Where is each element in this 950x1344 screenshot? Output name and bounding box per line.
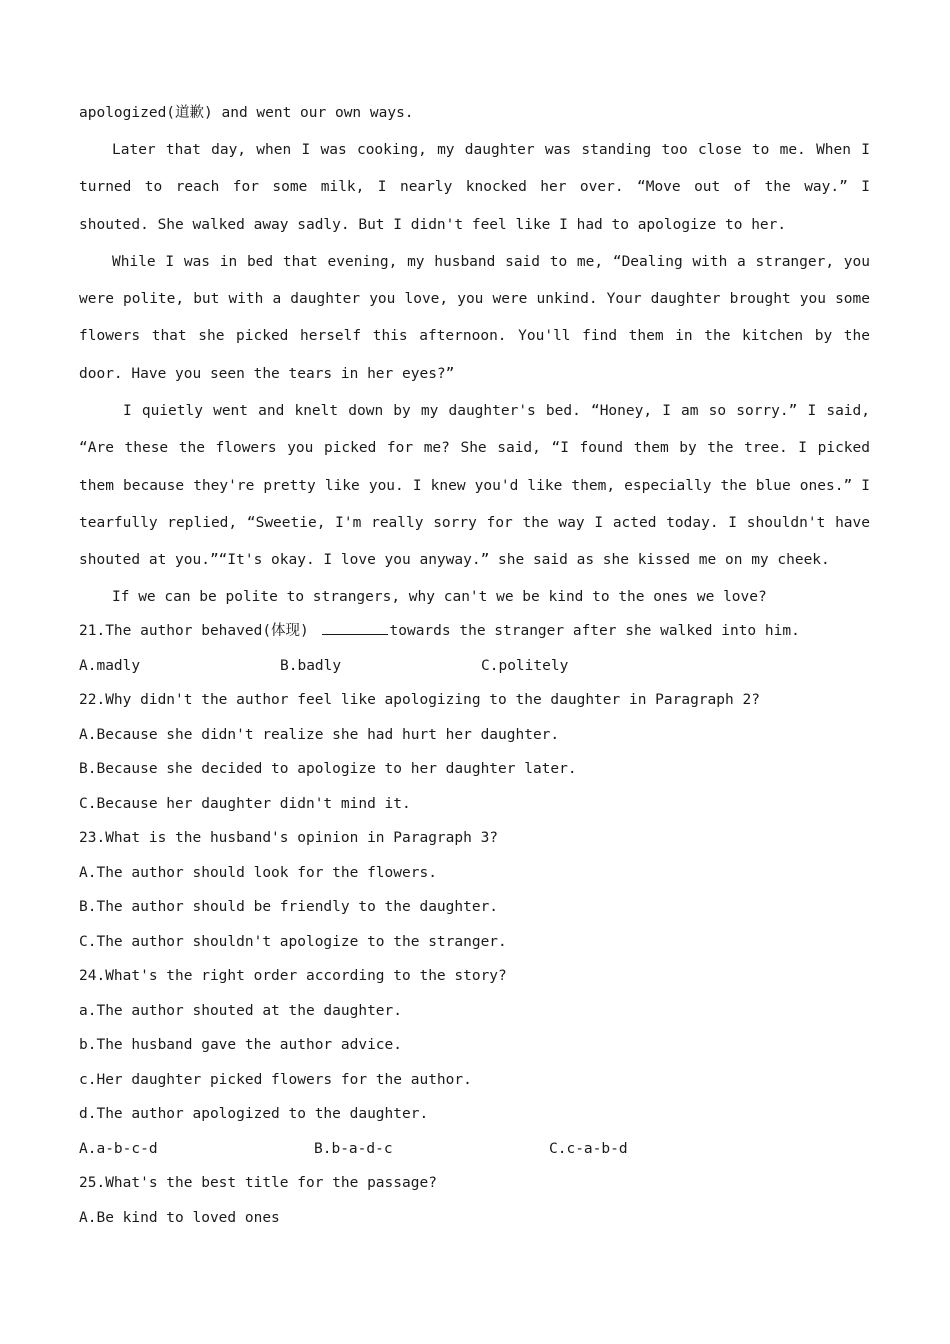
question-24-option-a: A.a-b-c-d xyxy=(79,1140,158,1157)
reading-content xyxy=(79,98,870,1235)
question-23-stem: 23.What is the husband's opinion in Paragraph 3? xyxy=(79,830,499,847)
question-21-option-b: B.badly xyxy=(280,657,342,674)
question-24-event-a: a.The author shouted at the daughter. xyxy=(79,1002,403,1019)
passage-paragraph-0: apologized(道歉) and went our own ways. xyxy=(79,105,414,121)
question-24-event-d: d.The author apologized to the daughter. xyxy=(79,1106,429,1123)
question-21-option-a: A.madly xyxy=(79,657,141,674)
question-22-option-c: C.Because her daughter didn't mind it. xyxy=(79,795,411,812)
question-24-event-b: b.The husband gave the author advice. xyxy=(79,1037,403,1054)
question-23-option-a: A.The author should look for the flowers. xyxy=(79,864,437,881)
question-24-option-c: C.c-a-b-d xyxy=(549,1140,628,1157)
passage-paragraph-1: Later that day, when I was cooking, my daughter was standing too close to me. When I turned to reach for some milk, I nearly knocked her over. “Move out of the way.” I shouted. She walked away sadly. But I didn't feel like I had to apologize to her. xyxy=(79,142,870,233)
question-25-stem: 25.What's the best title for the passage? xyxy=(79,1175,437,1192)
passage-paragraph-3: I quietly went and knelt down by my daughter's bed. “Honey, I am so sorry.” I said, “Are these the flowers you picked for me? She said, “I found them by the tree. I picked them because they're pretty like you. I knew you'd like them, especially the blue ones.” I tearfully replied, “Sweetie, I'm really sorry for the way I acted today. I shouldn't have shouted at you.”“It's okay. I love you anyway.” she said as she kissed me on my cheek. xyxy=(79,403,870,569)
question-21-stem xyxy=(79,614,870,649)
question-24-event-c: c.Her daughter picked flowers for the author. xyxy=(79,1071,472,1088)
question-23-option-c: C.The author shouldn't apologize to the stranger. xyxy=(79,933,507,950)
question-21-stem-before: 21.The author behaved(体现) xyxy=(79,623,318,640)
question-22-option-a: A.Because she didn't realize she had hurt her daughter. xyxy=(79,726,560,743)
question-21-option-c: C.politely xyxy=(481,657,569,674)
question-25-option-a: A.Be kind to loved ones xyxy=(79,1209,280,1226)
answer-blank xyxy=(322,622,388,635)
question-23-option-b: B.The author should be friendly to the daughter. xyxy=(79,899,499,916)
question-21-stem-after: towards the stranger after she walked into him. xyxy=(389,623,800,640)
question-24-stem: 24.What's the right order according to the story? xyxy=(79,968,507,985)
question-24-options xyxy=(79,1132,870,1167)
passage-paragraph-2: While I was in bed that evening, my husband said to me, “Dealing with a stranger, you were polite, but with a daughter you love, you were unkind. Your daughter brought you some flowers that she picked herself this afternoon. You'll find them in the kitchen by the door. Have you seen the tears in her eyes?” xyxy=(79,253,870,382)
passage-paragraph-4: If we can be polite to strangers, why can't we be kind to the ones we love? xyxy=(112,588,767,605)
question-24-option-b: B.b-a-d-c xyxy=(314,1140,393,1157)
question-22-stem: 22.Why didn't the author feel like apologizing to the daughter in Paragraph 2? xyxy=(79,692,760,709)
question-21-options xyxy=(79,649,870,684)
question-22-option-b: B.Because she decided to apologize to her daughter later. xyxy=(79,761,577,778)
